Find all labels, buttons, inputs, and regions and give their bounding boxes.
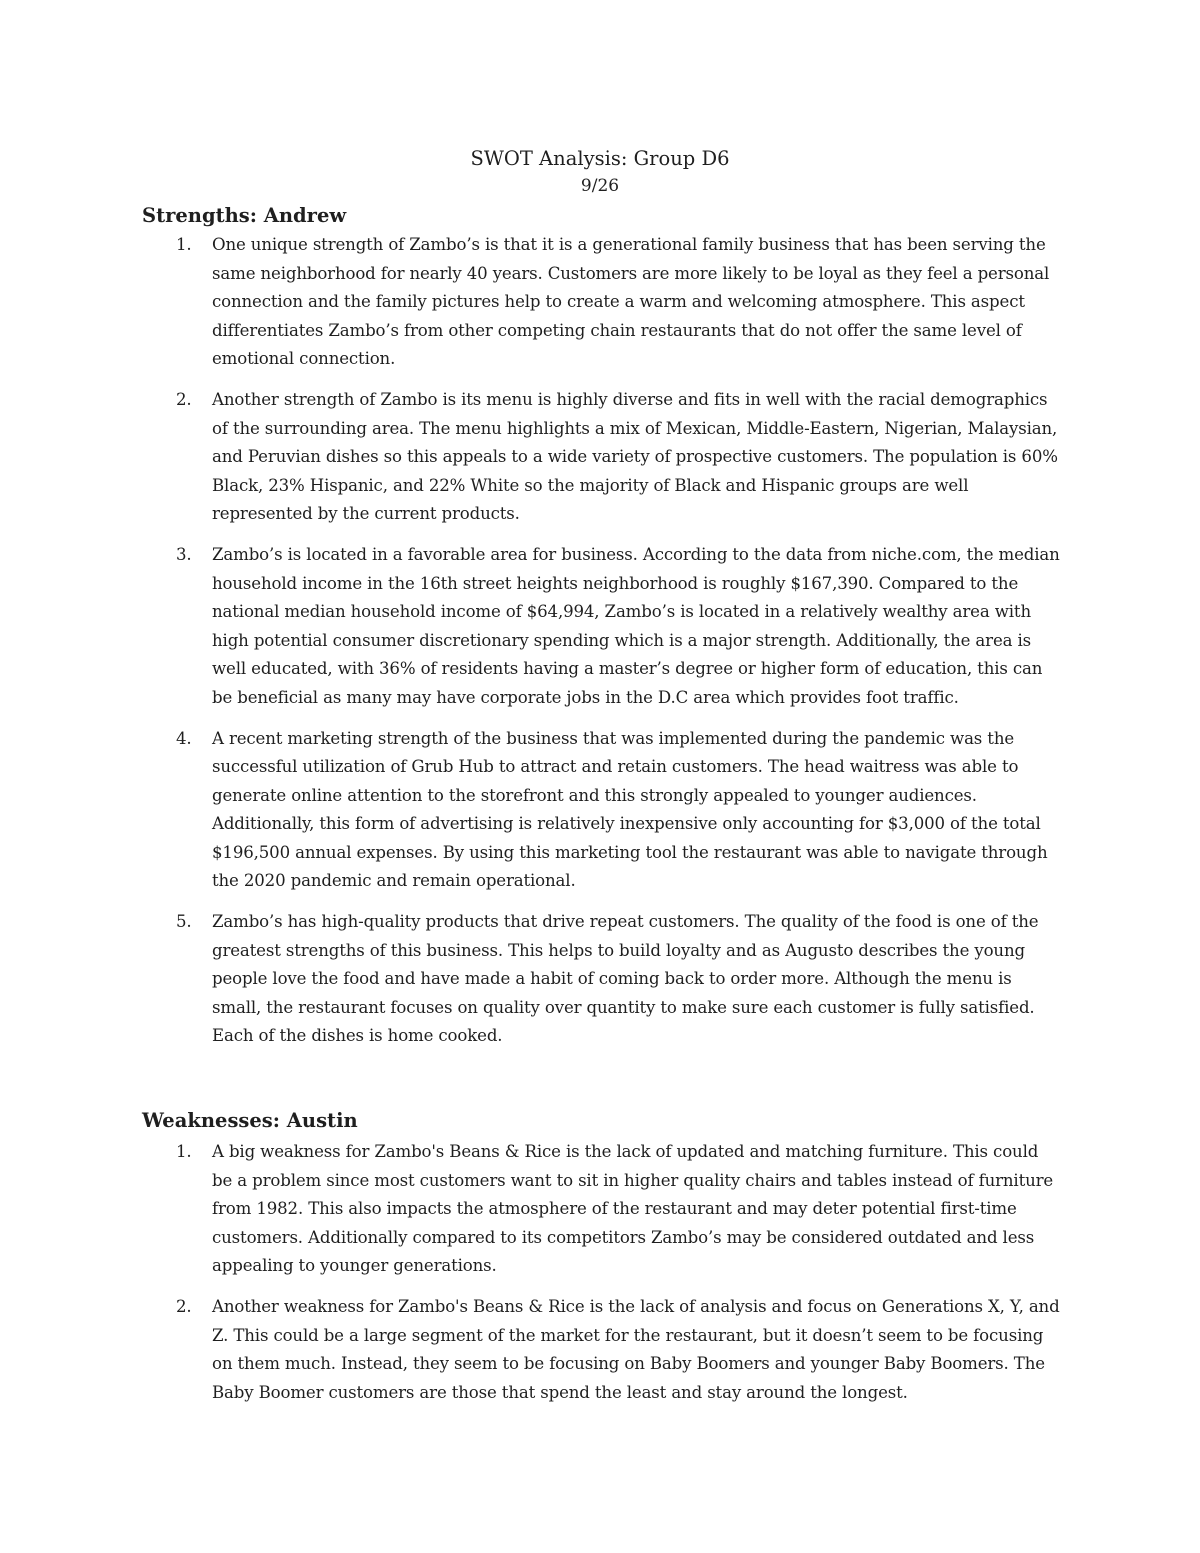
strengths-list bbox=[142, 231, 1062, 1063]
list-item bbox=[142, 231, 1062, 374]
list-item-text: A recent marketing strength of the business that was implemented during the pandemic was the successful utilization of Grub Hub to attract and retain customers. The head waitress was able to generate online attention to the storefront and this strongly appealed to younger audiences. Additionally, this form of advertising is relatively inexpensive only accounting for $3,000 of the total $196,500 annual expenses. By using this marketing tool the restaurant was able to navigate through the 2020 pandemic and remain operational. bbox=[212, 728, 1048, 891]
list-item-number: 1. bbox=[176, 235, 192, 254]
document-date: 9/26 bbox=[580, 176, 620, 196]
list-item-number: 1. bbox=[176, 1142, 192, 1161]
list-item-text: One unique strength of Zambo’s is that it is a generational family business that has been serving the same neighborhood for nearly 40 years. Customers are more likely to be loyal as they feel a personal connection and the family pictures help to create a warm and welcoming atmosphere. This aspect differentiates Zambo’s from other competing chain restaurants that do not offer the same level of emotional connection. bbox=[212, 235, 1050, 369]
list-item bbox=[142, 725, 1062, 897]
list-item bbox=[142, 908, 1062, 1051]
list-item-number: 2. bbox=[176, 389, 192, 409]
list-item-text: Zambo’s is located in a favorable area for business. According to the data from niche.com, the median household income in the 16th street heights neighborhood is roughly $167,390. Compared to the national median household income of $64,994, Zambo’s is located in a relatively wealthy area with high potential consumer discretionary spending which is a major strength. Additionally, the area is well educated, with 36% of residents having a master’s degree or higher form of education, this can be beneficial as many may have corporate jobs in the D.C area which provides foot traffic. bbox=[212, 544, 1060, 707]
list-item-number: 5. bbox=[176, 912, 192, 932]
list-item-number: 2. bbox=[176, 1296, 192, 1316]
list-item bbox=[142, 541, 1062, 713]
document-title: SWOT Analysis: Group D6 bbox=[470, 147, 730, 170]
weaknesses-list bbox=[142, 1138, 1062, 1419]
section-heading-strengths: Strengths: Andrew bbox=[142, 204, 347, 227]
list-item-text: Another weakness for Zambo's Beans & Rice is the lack of analysis and focus on Generations X, Y, and Z. This could be a large segment of the market for the restaurant, but it doesn’t seem to be focusing on them much. Instead, they seem to be focusing on Baby Boomers and younger Baby Boomers. The Baby Boomer customers are those that spend the least and stay around the longest. bbox=[212, 1296, 1060, 1402]
list-item-text: A big weakness for Zambo's Beans & Rice is the lack of updated and matching furniture. This could be a problem since most customers want to sit in higher quality chairs and tables instead of furniture from 1982. This also impacts the atmosphere of the restaurant and may deter potential first-time customers. Additionally compared to its competitors Zambo’s may be considered outdated and less appealing to younger generations. bbox=[212, 1142, 1054, 1276]
list-item-number: 3. bbox=[176, 544, 192, 564]
list-item-text: Zambo’s has high-quality products that drive repeat customers. The quality of the food is one of the greatest strengths of this business. This helps to build loyalty and as Augusto describes the young people love the food and have made a habit of coming back to order more. Although the menu is small, the restaurant focuses on quality over quantity to make sure each customer is fully satisfied. Each of the dishes is home cooked. bbox=[212, 912, 1039, 1046]
list-item-number: 4. bbox=[176, 728, 192, 748]
section-heading-weaknesses: Weaknesses: Austin bbox=[142, 1109, 358, 1132]
list-item bbox=[142, 1293, 1062, 1407]
list-item-text: Another strength of Zambo is its menu is highly diverse and fits in well with the racial demographics of the surrounding area. The menu highlights a mix of Mexican, Middle-Eastern, Nigerian, Malaysian, and Peruvian dishes so this appeals to a wide variety of prospective customers. The population is 60% Black, 23% Hispanic, and 22% White so the majority of Black and Hispanic groups are well represented by the current products. bbox=[212, 389, 1058, 524]
list-item bbox=[142, 386, 1062, 529]
list-item bbox=[142, 1138, 1062, 1281]
